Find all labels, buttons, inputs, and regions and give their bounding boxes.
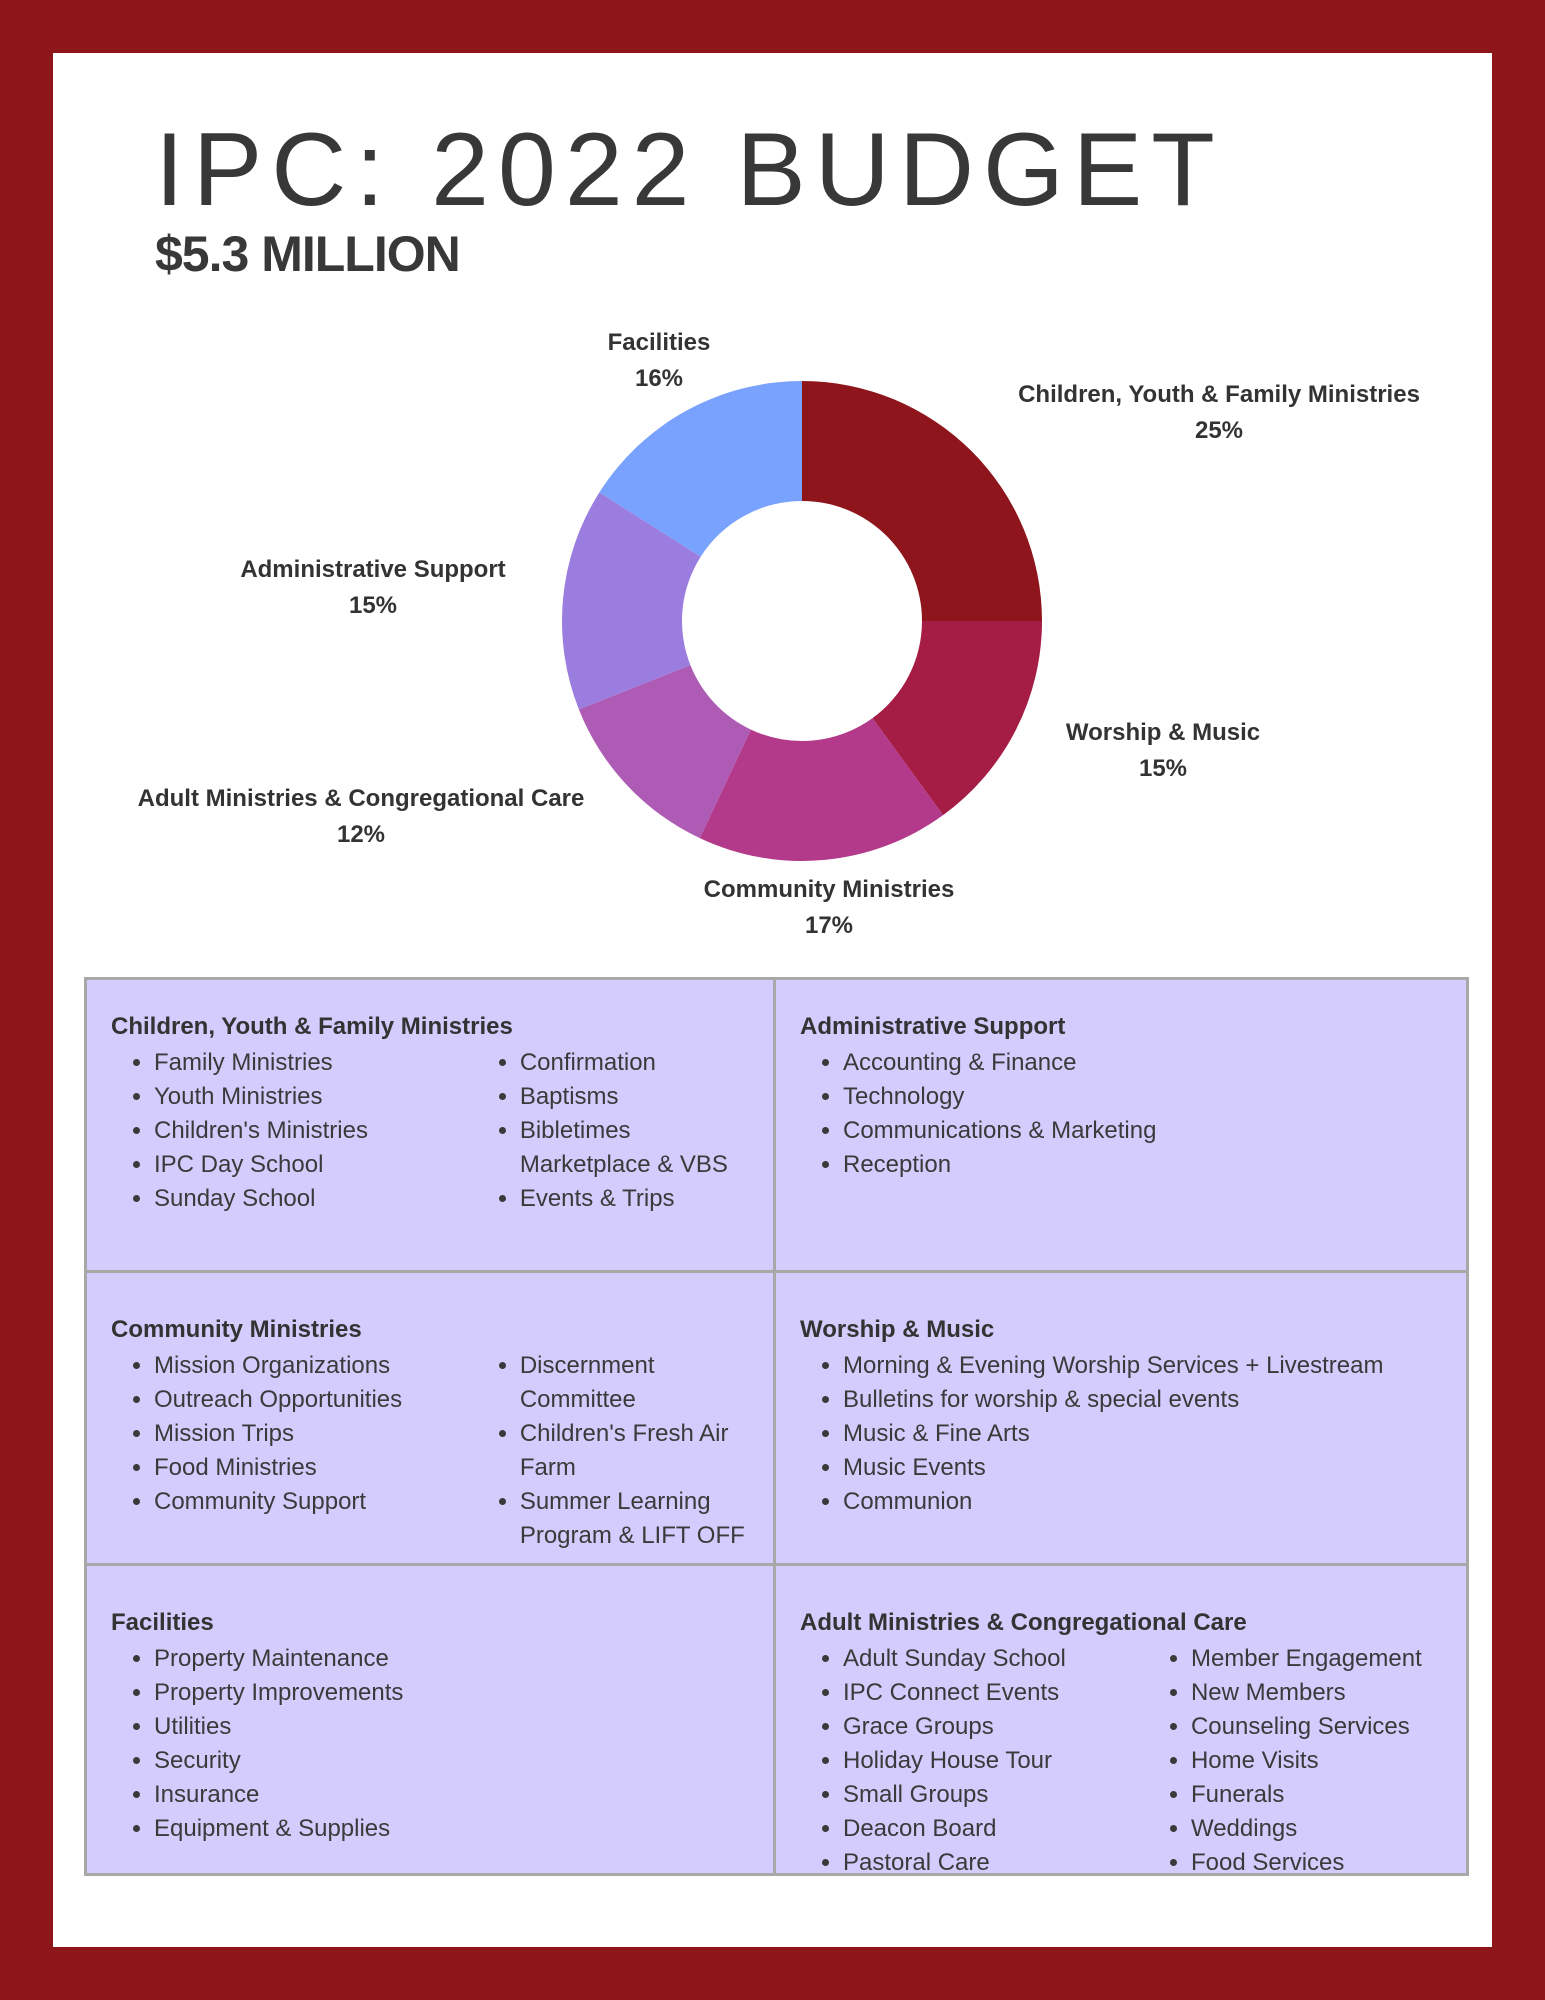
detail-cell-worship [776, 1273, 1466, 1563]
list-item: • Outreach Opportunities [154, 1383, 477, 1417]
list-item: • Security [154, 1744, 654, 1778]
list-item: • Home Visits [1191, 1744, 1442, 1778]
slice-label: Facilities [607, 329, 711, 356]
list-item: • Utilities [154, 1710, 654, 1744]
list-item: • Insurance [154, 1778, 654, 1812]
page-title: IPC: 2022 BUDGET [155, 112, 1224, 228]
list-item: • IPC Connect Events [843, 1676, 1148, 1710]
list-item: • Adult Sunday School [843, 1642, 1148, 1676]
list-item: • Summer Learning Program & LIFT OFF [520, 1485, 749, 1553]
list-item: • Communications & Marketing [843, 1114, 1442, 1148]
budget-donut-chart [53, 53, 1492, 953]
list-item: • Weddings [1191, 1812, 1442, 1846]
detail-list [111, 1642, 654, 1846]
list-item: • Discernment Committee [520, 1349, 749, 1417]
list-item: • New Members [1191, 1676, 1442, 1710]
slice-value-label: 17% [804, 912, 854, 939]
slice-label: Children, Youth & Family Ministries [1018, 381, 1420, 408]
slice-value-label: 15% [348, 592, 398, 619]
list-item: • Mission Organizations [154, 1349, 477, 1383]
detail-list [477, 1349, 749, 1553]
slice-label: Adult Ministries & Congregational Care [137, 785, 585, 812]
detail-list [800, 1046, 1442, 1182]
detail-heading: Adult Ministries & Congregational Care [800, 1609, 1247, 1636]
detail-cell-facilities [87, 1566, 773, 1873]
list-item: • Reception [843, 1148, 1442, 1182]
detail-list [1148, 1642, 1442, 1880]
slice-label: Administrative Support [240, 556, 506, 583]
detail-list [111, 1046, 477, 1216]
list-item: • Food Services [1191, 1846, 1442, 1880]
slice-label: Community Ministries [703, 876, 955, 903]
list-item: • Community Support [154, 1485, 477, 1519]
slice-value-label: 12% [336, 821, 386, 848]
list-item: • Children's Ministries [154, 1114, 477, 1148]
budget-page [53, 53, 1492, 1947]
detail-cell-adult [776, 1566, 1466, 1876]
detail-heading: Children, Youth & Family Ministries [111, 1013, 513, 1040]
detail-list [111, 1349, 477, 1553]
list-item: • Holiday House Tour [843, 1744, 1148, 1778]
detail-heading: Community Ministries [111, 1316, 362, 1343]
list-item: • Communion [843, 1485, 1442, 1519]
list-item: • Small Groups [843, 1778, 1148, 1812]
slice-value-label: 15% [1138, 755, 1188, 782]
list-item: • Member Engagement [1191, 1642, 1442, 1676]
list-item: • Funerals [1191, 1778, 1442, 1812]
list-item: • Pastoral Care [843, 1846, 1148, 1880]
slice-value-label: 25% [1194, 417, 1244, 444]
donut-slice [802, 381, 1042, 621]
list-item: • Deacon Board [843, 1812, 1148, 1846]
detail-cell-children [87, 980, 773, 1270]
list-item: • Property Maintenance [154, 1642, 654, 1676]
detail-heading: Worship & Music [800, 1316, 995, 1343]
list-item: • Family Ministries [154, 1046, 477, 1080]
list-item: • Food Ministries [154, 1451, 477, 1485]
list-item: • Grace Groups [843, 1710, 1148, 1744]
detail-heading: Administrative Support [800, 1013, 1066, 1040]
list-item: • Events & Trips [520, 1182, 749, 1216]
detail-heading: Facilities [111, 1609, 214, 1636]
detail-list [477, 1046, 749, 1216]
list-item: • Morning & Evening Worship Services + Livestream [843, 1349, 1442, 1383]
list-item: • IPC Day School [154, 1148, 477, 1182]
list-item: • Counseling Services [1191, 1710, 1442, 1744]
list-item: • Equipment & Supplies [154, 1812, 654, 1846]
page-subtitle: $5.3 MILLION [155, 226, 460, 282]
list-item: • Technology [843, 1080, 1442, 1114]
detail-list [800, 1349, 1442, 1519]
detail-cell-community [87, 1273, 773, 1563]
list-item: • Music Events [843, 1451, 1442, 1485]
list-item: • Property Improvements [154, 1676, 654, 1710]
detail-list [800, 1642, 1148, 1880]
list-item: • Baptisms [520, 1080, 749, 1114]
list-item: • Sunday School [154, 1182, 477, 1216]
list-item: • Mission Trips [154, 1417, 477, 1451]
slice-label: Worship & Music [1065, 719, 1261, 746]
budget-details-grid [84, 977, 1469, 1876]
slice-value-label: 16% [634, 365, 684, 392]
list-item: • Bulletins for worship & special events [843, 1383, 1442, 1417]
detail-cell-admin [776, 980, 1466, 1270]
list-item: • Music & Fine Arts [843, 1417, 1442, 1451]
list-item: • Confirmation [520, 1046, 749, 1080]
list-item: • Youth Ministries [154, 1080, 477, 1114]
list-item: • Children's Fresh Air Farm [520, 1417, 749, 1485]
list-item: • Bibletimes Marketplace & VBS [520, 1114, 749, 1182]
list-item: • Accounting & Finance [843, 1046, 1442, 1080]
